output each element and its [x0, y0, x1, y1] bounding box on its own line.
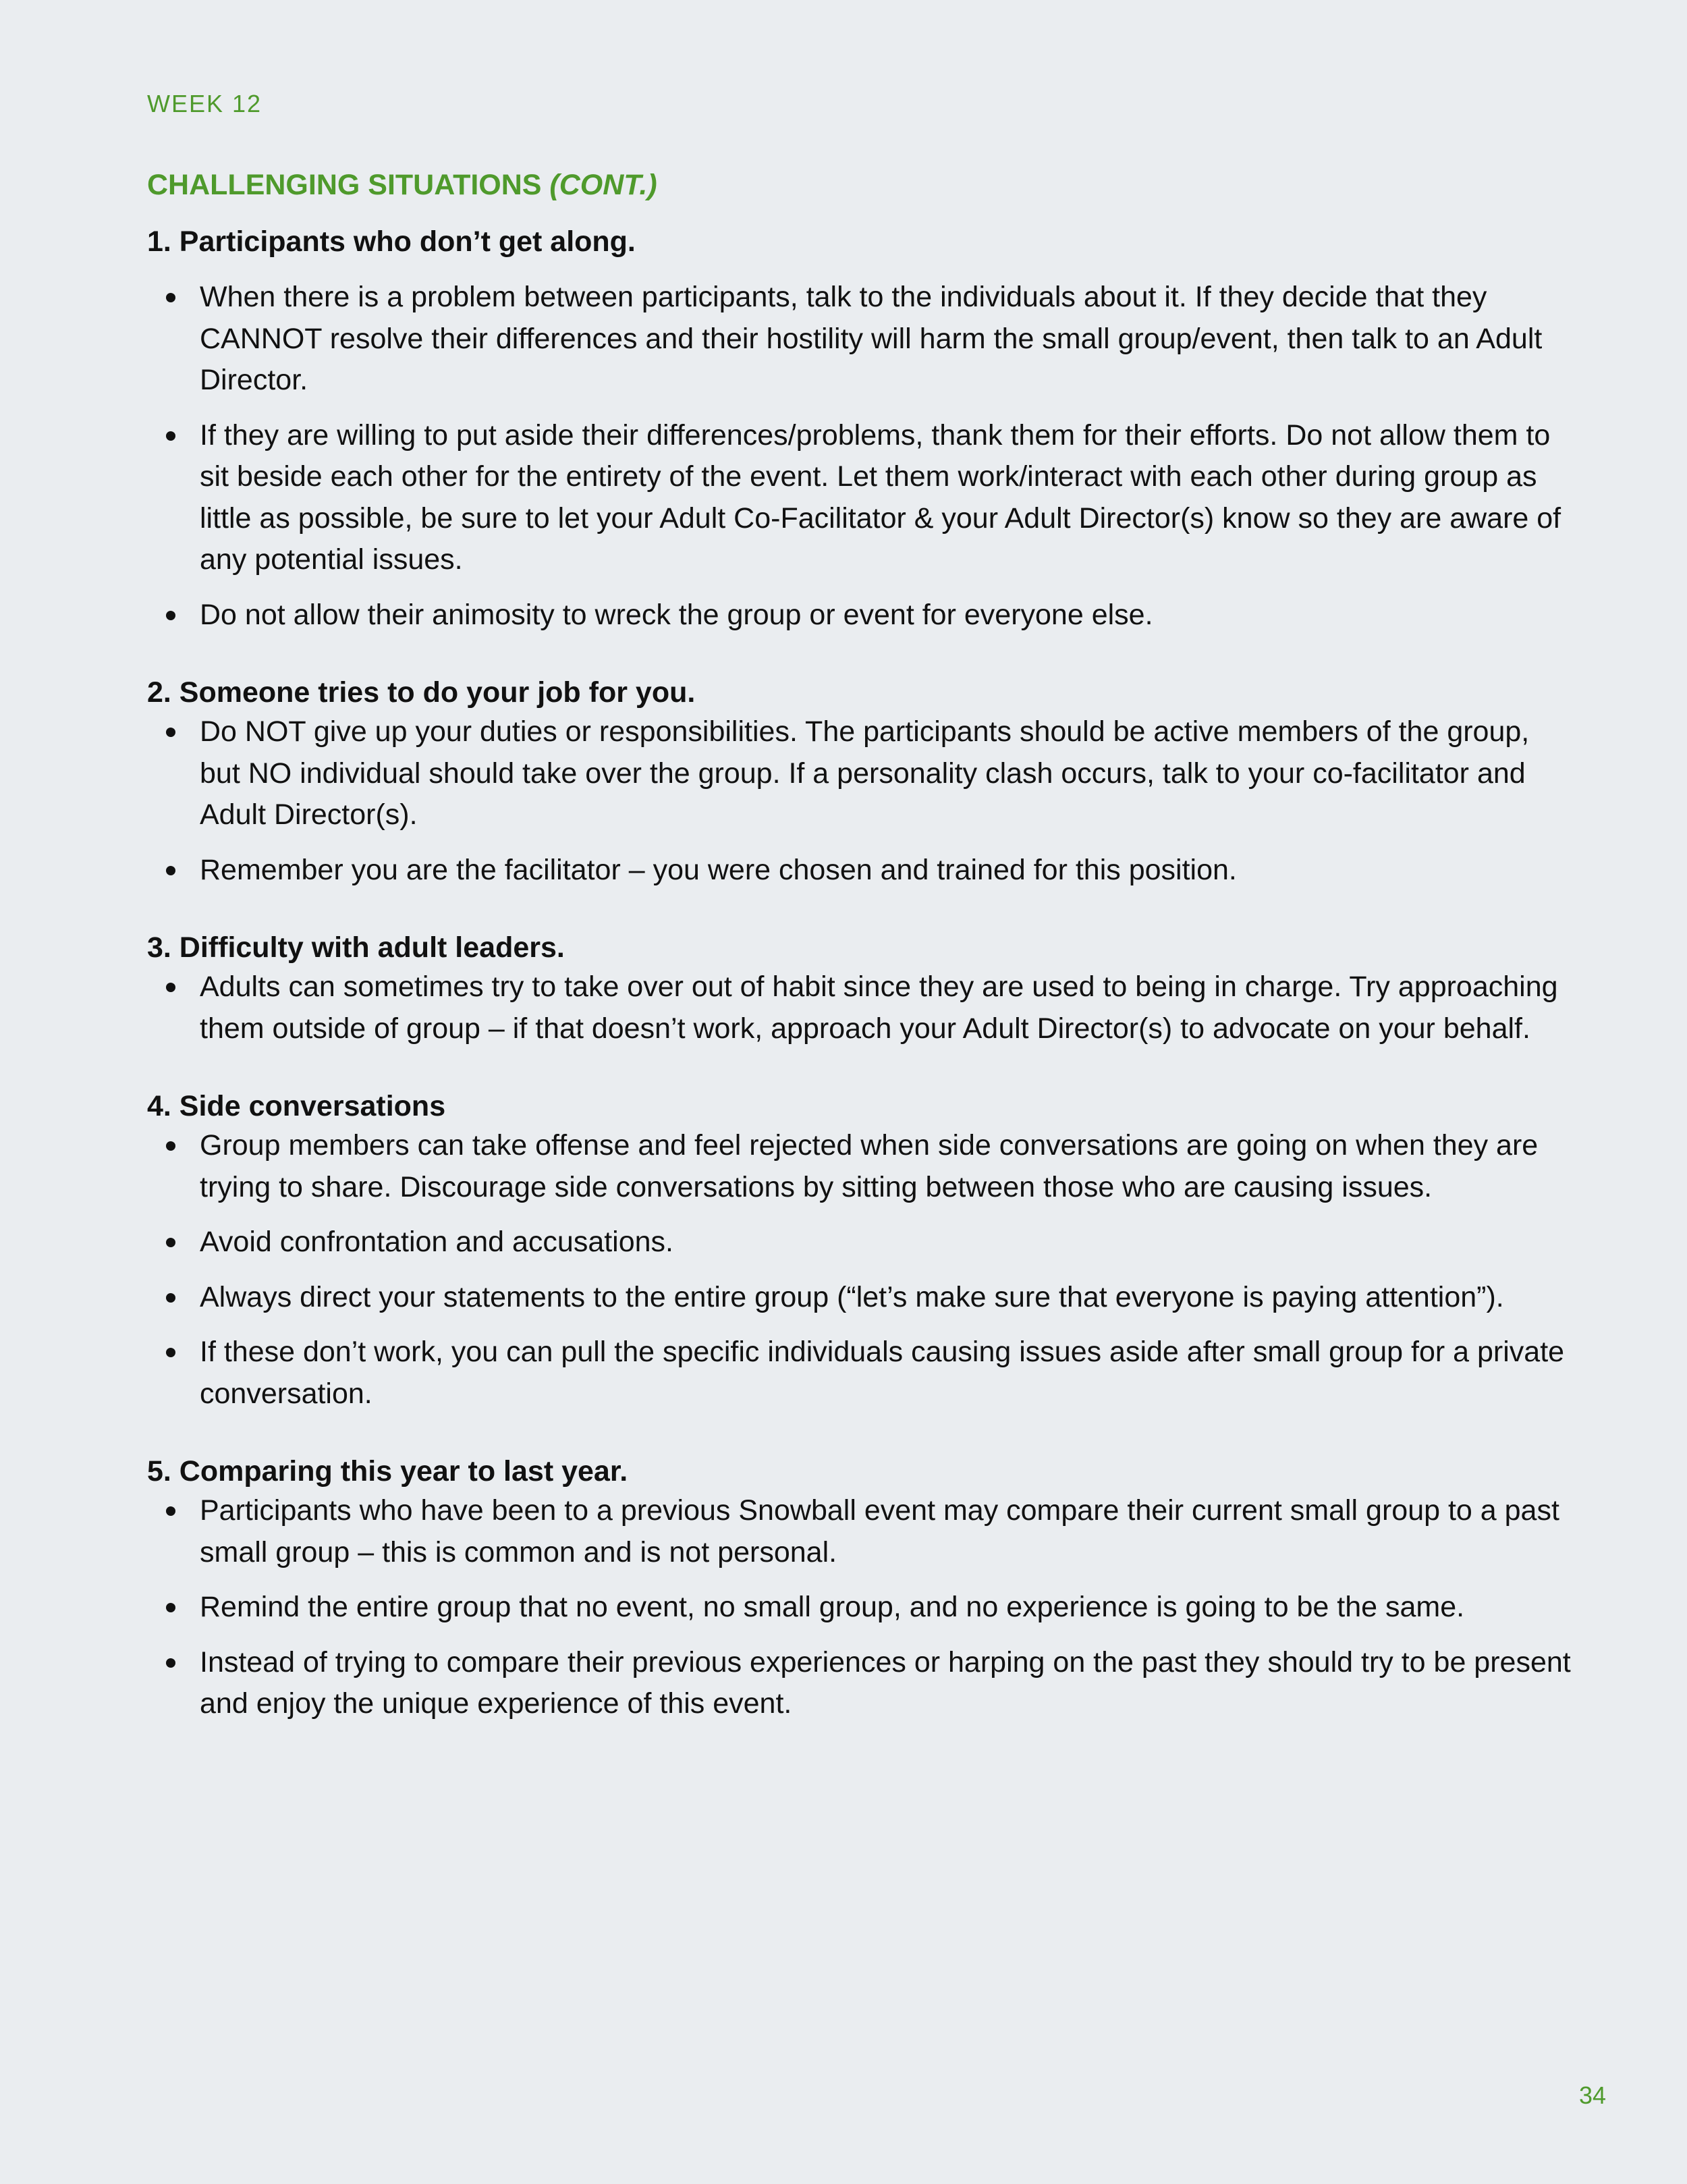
bullet-text: Do not allow their animosity to wreck the group or event for everyone else. [200, 598, 1153, 631]
bullet-dot-icon [166, 1506, 175, 1516]
section-title-main: CHALLENGING SITUATIONS [147, 169, 550, 201]
situations-content [147, 223, 1571, 1739]
situation-item-5 [147, 1452, 1571, 1725]
bullet-item [147, 1125, 1571, 1208]
situation-bullets-2 [147, 711, 1571, 891]
bullet-text: Do NOT give up your duties or responsibilities. The participants should be active members of the group, but NO individual should take over the group. If a personality clash occurs, talk to your co-facilitator and Adult Director(s). [200, 715, 1530, 831]
bullet-dot-icon [166, 1141, 175, 1151]
bullet-text: Remind the entire group that no event, no small group, and no experience is going to be the same. [200, 1591, 1465, 1623]
section-title [147, 167, 657, 202]
bullet-item [147, 966, 1571, 1049]
bullet-dot-icon [166, 1658, 175, 1668]
bullet-text: When there is a problem between participants, talk to the individuals about it. If they decide that they CANNOT resolve their differences and their hostility will harm the small group/event, then talk to an Adult Director. [200, 281, 1543, 396]
bullet-dot-icon [166, 983, 175, 992]
page-number: 34 [1579, 2081, 1607, 2109]
bullet-item [147, 1222, 1571, 1263]
situation-bullets-1 [147, 277, 1571, 636]
situation-heading-1: 1. Participants who don’t get along. [147, 225, 636, 258]
bullet-dot-icon [166, 1603, 175, 1612]
bullet-item [147, 711, 1571, 836]
bullet-dot-icon [166, 611, 175, 620]
week-label: WEEK 12 [147, 90, 262, 117]
bullet-text: Adults can sometimes try to take over out of habit since they are used to being in charge. Try approaching them outside of group – if that doesn’t work, approach your Adult Director(s) to advocate on your behalf. [200, 971, 1558, 1045]
bullet-item [147, 595, 1571, 636]
bullet-text: Participants who have been to a previous Snowball event may compare their current small group to a past small group – this is common and is not personal. [200, 1494, 1559, 1568]
situation-heading-5: 5. Comparing this year to last year. [147, 1455, 628, 1487]
bullet-text: Avoid confrontation and accusations. [200, 1226, 674, 1258]
bullet-text: Instead of trying to compare their previous experiences or harping on the past they should try to be present and enjoy the unique experience of this event. [200, 1645, 1571, 1720]
bullet-item [147, 277, 1571, 402]
bullet-text: Always direct your statements to the entire group (“let’s make sure that everyone is paying attention”). [200, 1280, 1504, 1313]
situation-item-4 [147, 1087, 1571, 1415]
bullet-item [147, 1277, 1571, 1319]
bullet-text: If they are willing to put aside their differences/problems, thank them for their efforts. Do not allow them to sit beside each other for the entirety of the event. Let them work/interact with each other during group as little as possible, be sure to let your Adult Co-Facilitator & your Adult Director(s) know so they are aware of any potential issues. [200, 418, 1561, 576]
section-title-cont: (CONT.) [549, 169, 657, 201]
bullet-dot-icon [166, 866, 175, 875]
bullet-text: Remember you are the facilitator – you were chosen and trained for this position. [200, 853, 1237, 886]
situation-item-1 [147, 223, 1571, 636]
situation-heading-3: 3. Difficulty with adult leaders. [147, 931, 565, 964]
bullet-dot-icon [166, 431, 175, 441]
situation-bullets-4 [147, 1125, 1571, 1415]
situation-heading-2: 2. Someone tries to do your job for you. [147, 676, 696, 709]
bullet-item [147, 1332, 1571, 1415]
situation-item-3 [147, 929, 1571, 1049]
bullet-dot-icon [166, 1348, 175, 1357]
bullet-dot-icon [166, 293, 175, 302]
situation-item-2 [147, 674, 1571, 891]
situation-heading-4: 4. Side conversations [147, 1090, 446, 1122]
bullet-item [147, 1490, 1571, 1573]
bullet-item [147, 415, 1571, 581]
bullet-text: Group members can take offense and feel rejected when side conversations are going on when they are trying to share. Discourage side conversations by sitting between those who are causing issues. [200, 1129, 1539, 1203]
bullet-item [147, 850, 1571, 892]
bullet-item [147, 1587, 1571, 1629]
bullet-text: If these don’t work, you can pull the specific individuals causing issues aside after small group for a private conversation. [200, 1336, 1565, 1410]
bullet-dot-icon [166, 1238, 175, 1247]
situation-bullets-3 [147, 966, 1571, 1049]
bullet-item [147, 1642, 1571, 1725]
bullet-dot-icon [166, 1293, 175, 1303]
bullet-dot-icon [166, 728, 175, 737]
situation-bullets-5 [147, 1490, 1571, 1725]
